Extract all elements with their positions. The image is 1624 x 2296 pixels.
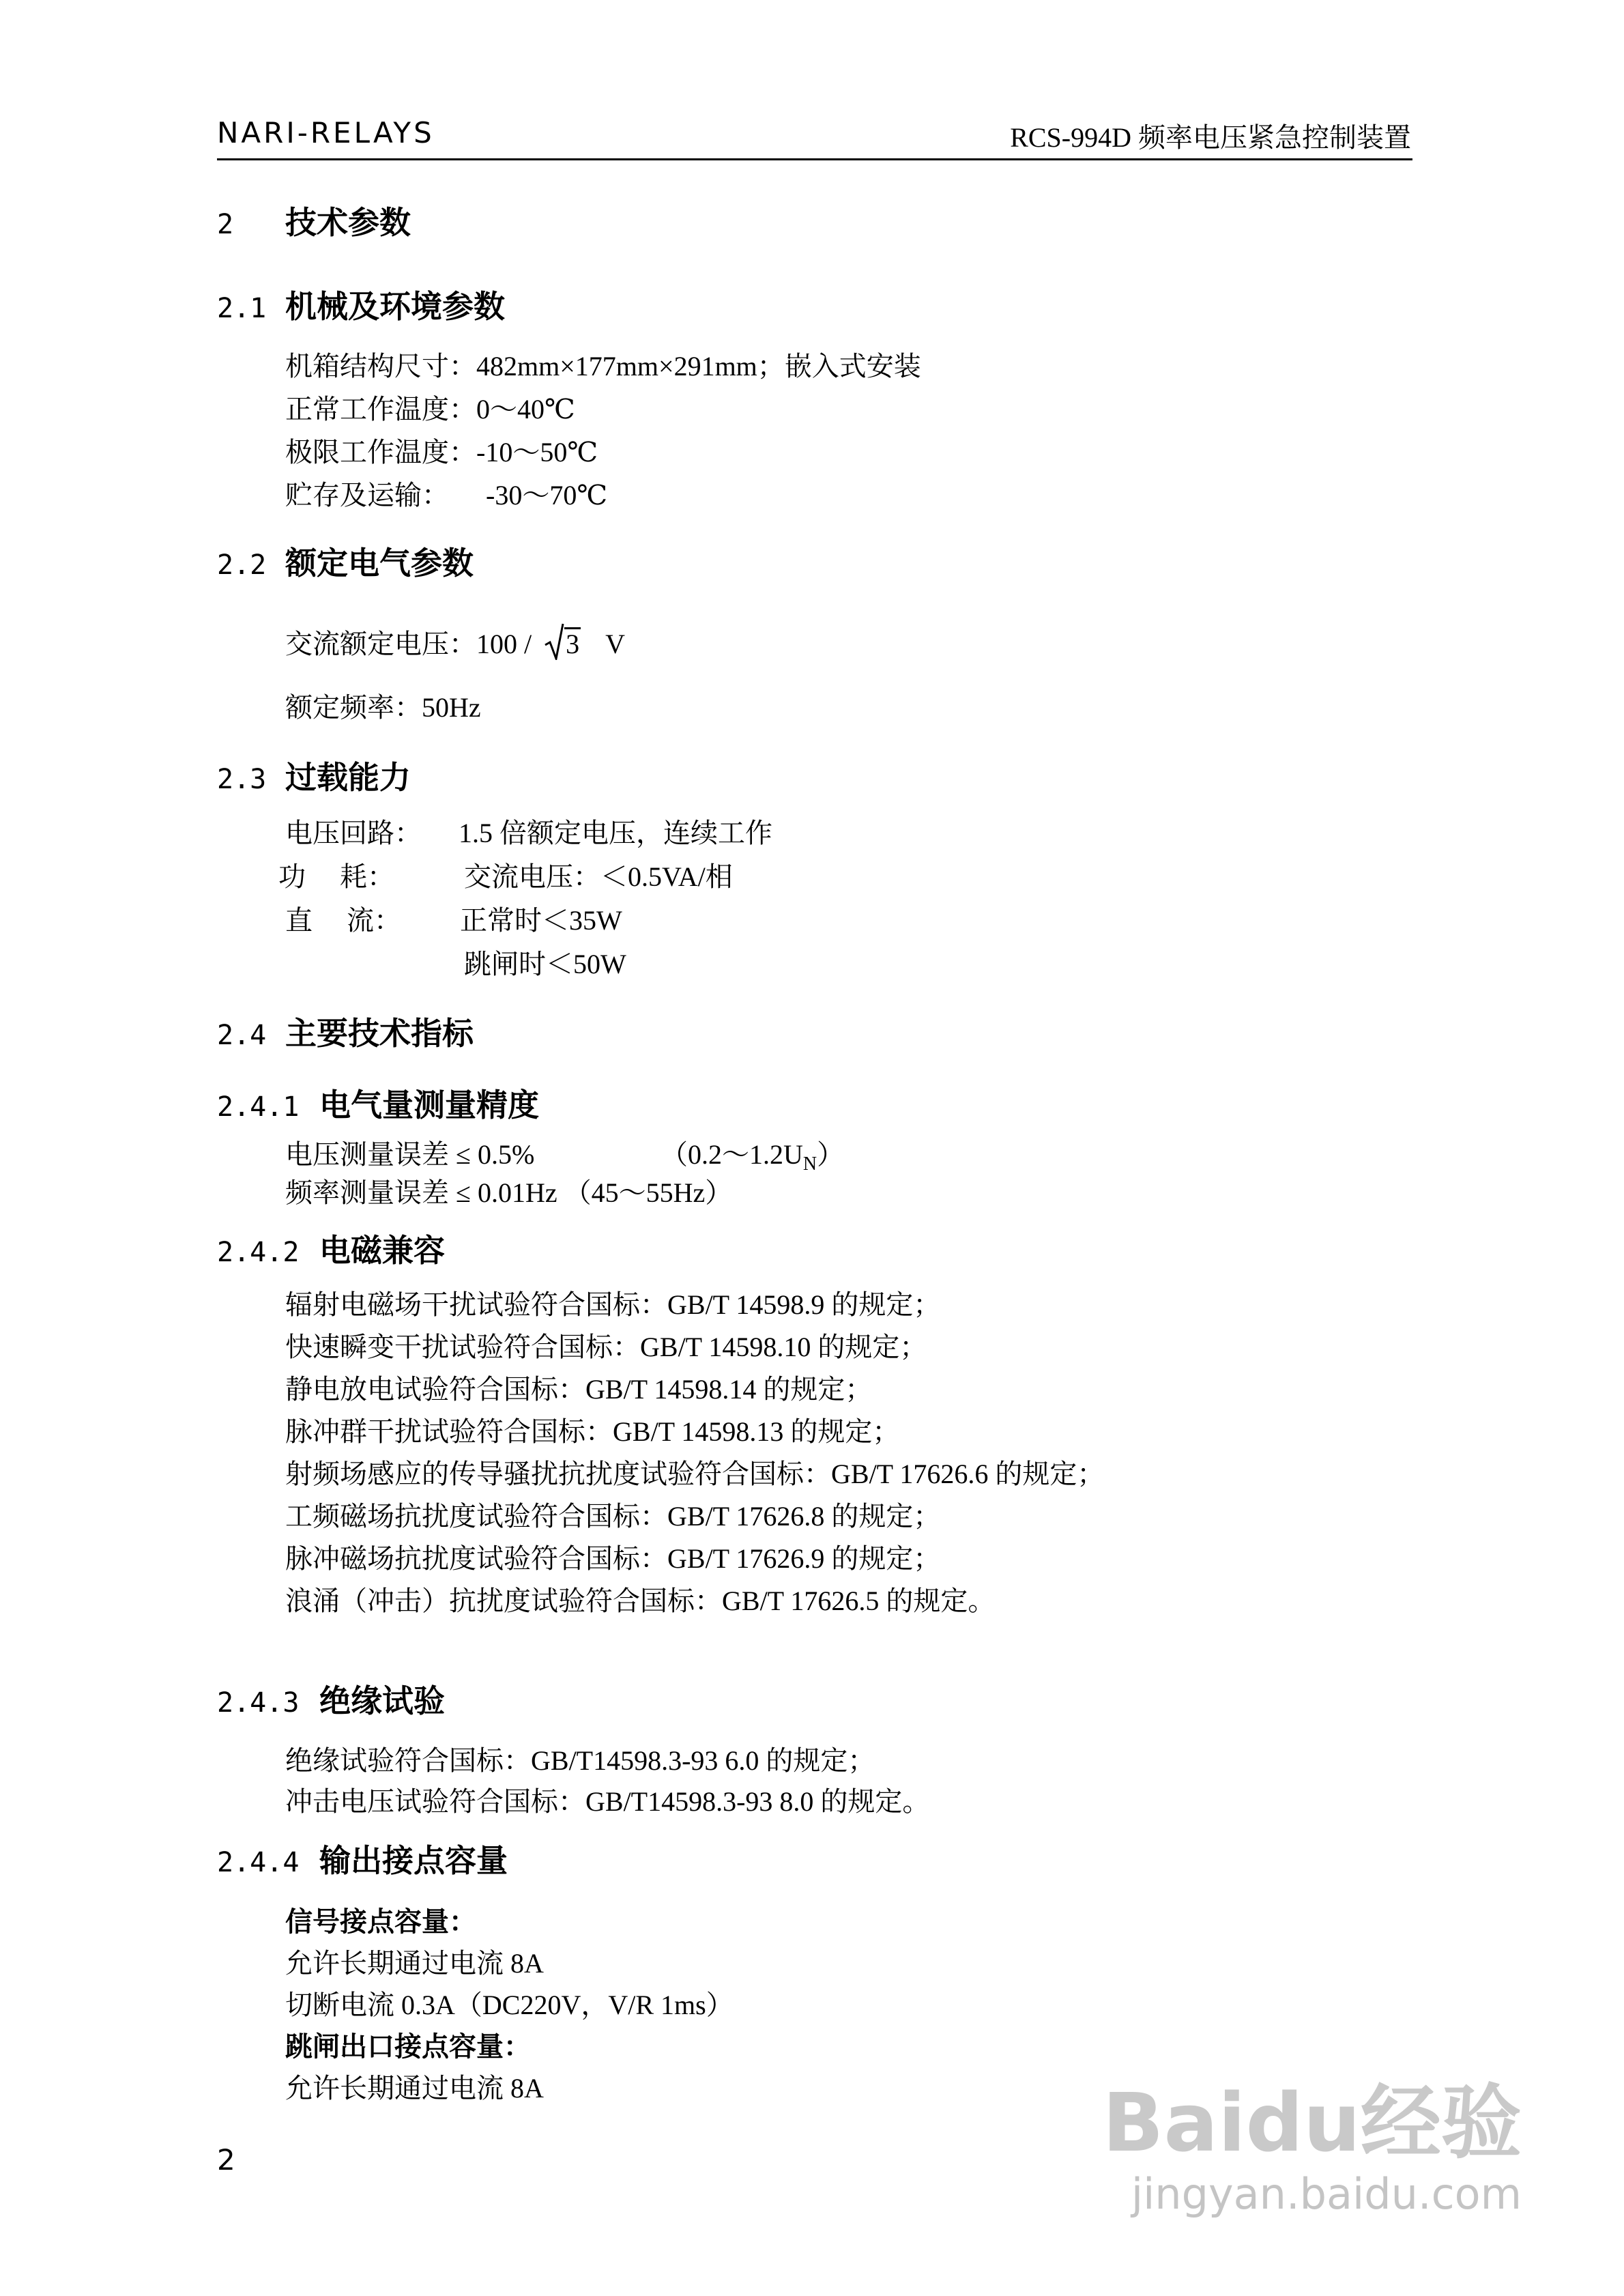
- insulation-line: 冲击电压试验符合国标：GB/T14598.3-93 8.0 的规定。: [285, 1786, 930, 1817]
- storage-temp: -30～70℃: [486, 480, 608, 511]
- section-2-4-2-heading: 2.4.2 电磁兼容: [217, 1232, 445, 1269]
- trip-contact-title: 跳闸出口接点容量：: [285, 2031, 531, 2062]
- rated-voltage: 交流额定电压：100 / 3 V: [285, 622, 625, 661]
- watermark-url: jingyan.baidu.com: [1131, 2169, 1522, 2219]
- voltage-loop-label: 电压回路：: [285, 818, 422, 848]
- emc-line: 浪涌（冲击）抗扰度试验符合国标：GB/T 17626.5 的规定。: [285, 1585, 996, 1616]
- emc-line: 快速瞬变干扰试验符合国标：GB/T 14598.10 的规定；: [285, 1332, 927, 1362]
- rated-frequency: 额定频率：50Hz: [285, 692, 481, 723]
- section-2-4-1-heading: 2.4.1 电气量测量精度: [217, 1087, 539, 1123]
- section-2-2-heading: 2.2 额定电气参数: [217, 545, 474, 582]
- insulation-line: 绝缘试验符合国标：GB/T14598.3-93 6.0 的规定；: [285, 1745, 875, 1776]
- emc-line: 脉冲磁场抗扰度试验符合国标：GB/T 17626.9 的规定；: [285, 1543, 941, 1574]
- section-2-4-3-heading: 2.4.3 绝缘试验: [217, 1682, 445, 1719]
- cabinet-size: 机箱结构尺寸：482mm×177mm×291mm；嵌入式安装: [285, 351, 921, 382]
- storage-label: 贮存及运输：: [285, 480, 449, 511]
- power-value: 交流电压：＜0.5VA/相: [464, 861, 733, 892]
- watermark-logo: Baidu经验: [1102, 2076, 1522, 2170]
- signal-contact-title: 信号接点容量：: [285, 1906, 476, 1937]
- header-doc-title: RCS-994D 频率电压紧急控制装置: [1010, 122, 1411, 153]
- emc-line: 静电放电试验符合国标：GB/T 14598.14 的规定；: [285, 1374, 873, 1405]
- dc-trip: 跳闸时＜50W: [464, 949, 626, 979]
- signal-breaking-current: 切断电流 0.3A（DC220V，V/R 1ms）: [285, 1990, 734, 2020]
- normal-temp: 正常工作温度：0～40℃: [285, 394, 575, 425]
- section-2-4-4-heading: 2.4.4 输出接点容量: [217, 1842, 508, 1879]
- trip-continuous-current: 允许长期通过电流 8A: [285, 2073, 544, 2104]
- header-brand: NARI-RELAYS: [217, 116, 435, 149]
- header-rule: [217, 158, 1412, 160]
- power-label: 功 耗：: [278, 861, 394, 892]
- dc-normal: 正常时＜35W: [460, 905, 622, 936]
- emc-line: 辐射电磁场干扰试验符合国标：GB/T 14598.9 的规定；: [285, 1289, 941, 1320]
- emc-line: 脉冲群干扰试验符合国标：GB/T 14598.13 的规定；: [285, 1416, 900, 1447]
- voltage-range: $(0.2\sim 1.2U_N)$: [661, 1139, 845, 1175]
- page-number: 2: [217, 2143, 235, 2177]
- section-2-1-heading: 2.1 机械及环境参数: [217, 288, 505, 325]
- signal-continuous-current: 允许长期通过电流 8A: [285, 1948, 544, 1979]
- voltage-error: 电压测量误差 ≤ 0.5%: [285, 1139, 535, 1170]
- frequency-error: 频率测量误差 ≤ 0.01Hz （45～55Hz）: [285, 1177, 733, 1208]
- sqrt-symbol: 3: [544, 627, 581, 660]
- emc-line: 工频磁场抗扰度试验符合国标：GB/T 17626.8 的规定；: [285, 1501, 941, 1532]
- voltage-loop-value: 1.5 倍额定电压，连续工作: [459, 818, 772, 848]
- section-2-3-heading: 2.3 过载能力: [217, 759, 411, 796]
- section-2-heading: 2 技术参数: [217, 204, 411, 241]
- limit-temp: 极限工作温度：-10～50℃: [285, 437, 598, 468]
- dc-label: 直 流：: [285, 905, 401, 936]
- emc-line: 射频场感应的传导骚扰抗扰度试验符合国标：GB/T 17626.6 的规定；: [285, 1459, 1105, 1489]
- section-2-4-heading: 2.4 主要技术指标: [217, 1015, 474, 1052]
